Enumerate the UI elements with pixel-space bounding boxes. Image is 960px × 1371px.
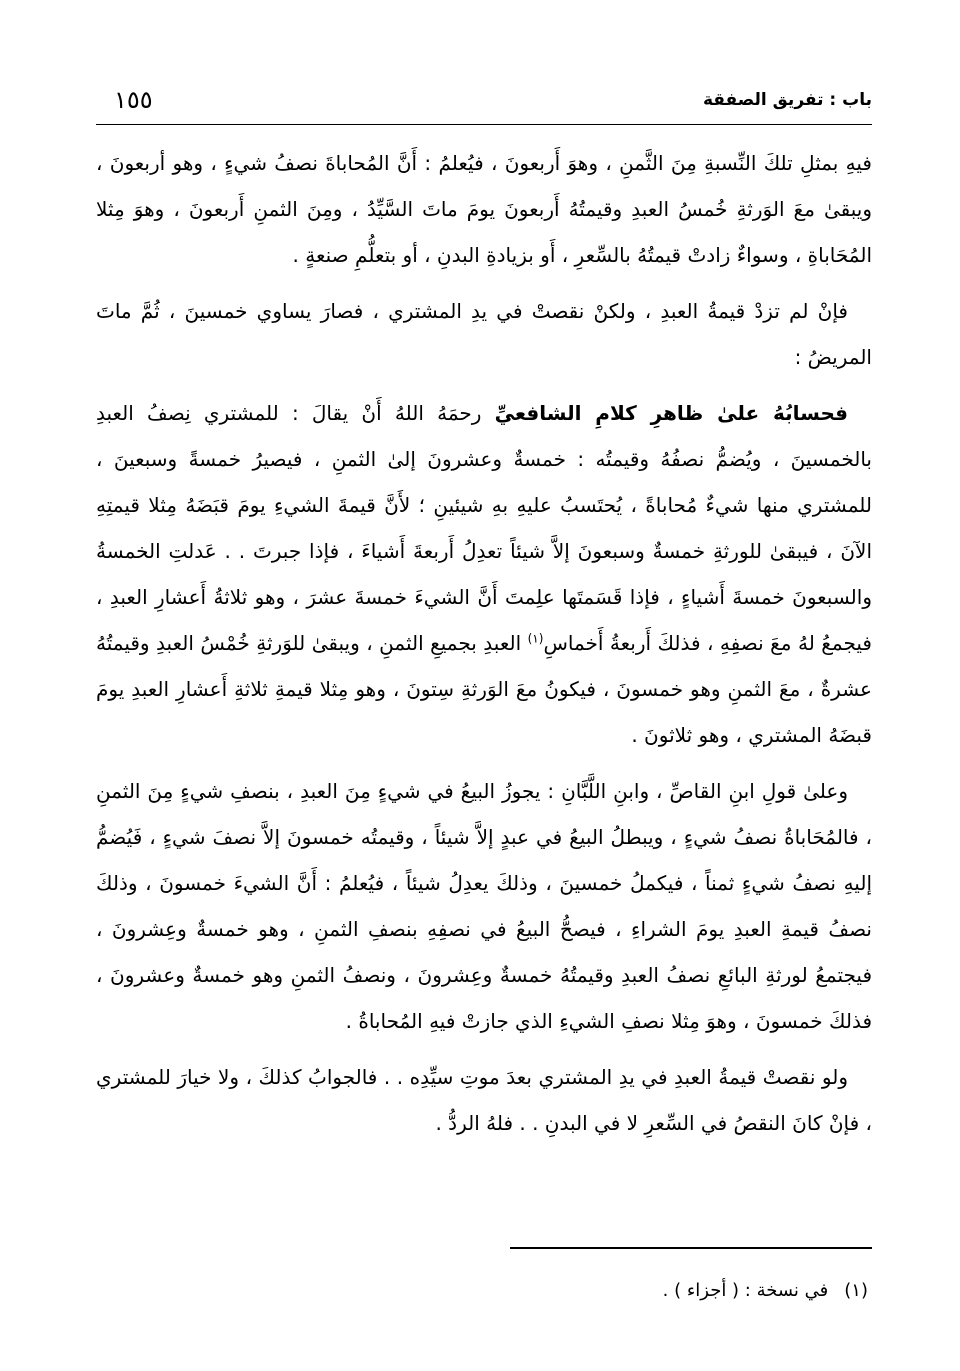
footnote-reference[interactable]: (١) [527,631,544,646]
header-divider [96,124,872,125]
footnote-divider [510,1247,872,1249]
paragraph: ولو نقصتْ قيمةُ العبدِ في يدِ المشتري بعدَ موتِ سيِّدِه . . فالجوابُ كذلكَ ، ولا خيارَ للمشتري ، فإنْ كانَ النقصُ في السِّعرِ لا في البدنِ . . فلهُ الردُّ . [96,1065,872,1135]
paragraph-lead: فحسابُهُ علىٰ ظاهرِ كلامِ الشافعيِّ [494,401,848,425]
page-header [96,84,872,124]
chapter-title: باب : تفريق الصفقة [702,90,872,110]
paragraph: فإنْ لم تزدْ قيمةُ العبدِ ، ولكنْ نقصتْ في يدِ المشتري ، فصارَ يساوي خمسينَ ، ثُمَّ ماتَ المريضُ : [96,299,872,369]
paragraph [96,390,872,758]
footnote [663,1280,868,1301]
page-number: ١٥٥ [114,86,153,114]
paragraph-text: رحمَهُ اللهُ أَنْ يقالَ : للمشتري نِصفُ العبدِ بالخمسينَ ، ويُضمُّ نصفُهُ وقيمتُه : خمسةٌ وعشرونَ إلىٰ الثمنِ ، فيصيرُ خمسةً وسبعينَ ، للمشتري منها شيءٌ مُحاباةً ، يُحتَسبُ عليهِ بهِ شيئينِ ؛ لأَنَّ قيمةَ الشيءِ يومَ قبَضَهُ مِثلا قيمتِهِ الآنَ ، فيبقىٰ للورثةِ خمسةٌ وسبعونَ إلاَّ شيئاً تعدِلُ أَربعةَ أَشياءَ ، فإذا جبرتَ . . عَدلتِ الخمسةُ والسبعونَ خمسةَ أَشياءٍ ، فإذا قَسَمتَها علِمتَ أَنَّ الشيءَ خمسةَ عشرَ ، وهو ثلاثةُ أَعشارِ العبدِ ، فيجمعُ لهُ معَ نصفِهِ ، فذلكَ أَربعةُ أَخماسِ [96,401,872,655]
paragraph-text-continued: العبدِ بجميعِ الثمنِ ، ويبقىٰ للوَرثةِ خُمْسُ العبدِ وقيمتُهُ عشرةٌ ، معَ الثمنِ وهو خمسونَ ، فيكونُ معَ الوَرثةِ سِتونَ ، وهو مِثلا قيمةِ ثلاثةِ أَعشارِ العبدِ يومَ قبضَهُ المشتري ، وهو ثلاثونَ . [96,631,872,747]
footnote-text: في نسخة : ( أجزاء ) . [662,1280,829,1301]
footnote-number: (١) [844,1280,868,1301]
main-text [96,140,872,1156]
paragraph: وعلىٰ قولِ ابنِ القاصِّ ، وابنِ اللَّبَّانِ : يجوزُ البيعُ في شيءٍ مِنَ العبدِ ، بنصفِ شيءٍ مِنَ الثمنِ ، فالمُحَاباةُ نصفُ شيءٍ ، ويبطلُ البيعُ في عبدٍ إلاَّ شيئاً ، وقيمتُه خمسونَ إلاَّ نصفَ شيءٍ ، فَيُضمُّ إليهِ نصفُ شيءٍ ثمناً ، فيكملُ خمسينَ ، وذلكَ يعدِلُ شيئاً ، فيُعلمُ : أَنَّ الشيءَ خمسونَ ، وذلكَ نصفُ قيمةِ العبدِ يومَ الشراءِ ، فيصحُّ البيعُ في نصفِهِ بنصفِ الثمنِ ، وهو خمسةٌ وعِشرونَ ، فيجتمعُ لورثةِ البائعِ نصفُ العبدِ وقيمتُهُ خمسةٌ وعِشرونَ ، ونصفُ الثمنِ وهو خمسةٌ وعشرونَ ، فذلكَ خمسونَ ، وهوَ مِثلا نصفِ الشيءِ الذي جازتْ فيهِ المُحاباةُ . [96,779,872,1033]
paragraph: فيهِ بمثلِ تلكَ النِّسبةِ مِنَ الثَّمنِ ، وهوَ أَربعونَ ، فيُعلمُ : أَنَّ المُحاباةَ نصفُ شيءٍ ، وهو أربعونَ ، ويبقىٰ معَ الوَرثةِ خُمسُ العبدِ وقيمتُهُ أَربعونَ يومَ ماتَ السَّيِّدُ ، ومِنَ الثمنِ أَربعونَ ، وهوَ مِثلا المُحَاباةِ ، وسواءٌ زادتْ قيمتُهُ بالسِّعرِ ، أَو بزيادةِ البدنِ ، أو بتعلُّمِ صنعةٍ . [96,151,872,267]
